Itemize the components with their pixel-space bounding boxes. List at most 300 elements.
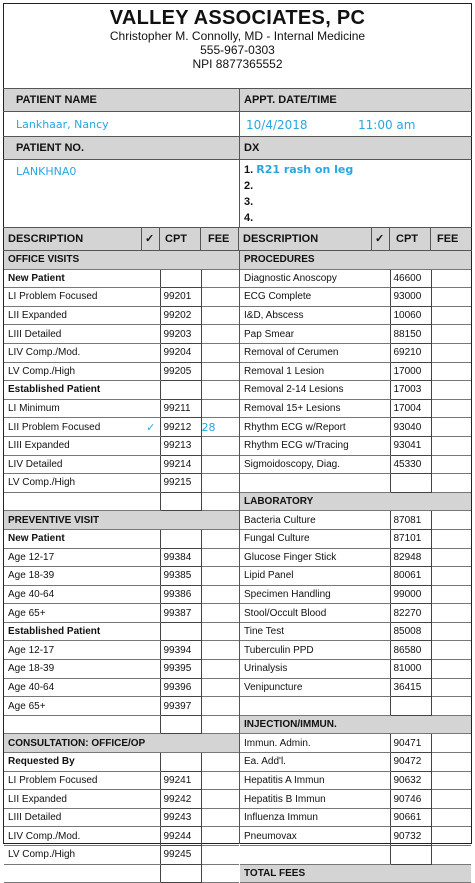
right-row[interactable] (240, 381, 471, 400)
cpt-code: 99203 (160, 325, 201, 344)
fee-cell[interactable] (431, 548, 471, 567)
left-row[interactable] (4, 585, 239, 604)
right-row[interactable] (240, 790, 471, 809)
check-cell[interactable] (372, 529, 390, 548)
left-row[interactable] (4, 343, 239, 362)
left-row[interactable] (4, 567, 239, 586)
service-description: Established Patient (4, 381, 142, 400)
cpt-code: 90661 (390, 808, 431, 827)
section-title: OFFICE VISITS (4, 251, 239, 269)
left-check-header: ✓ (145, 233, 155, 245)
service-description (4, 715, 142, 734)
fee-cell[interactable] (431, 325, 471, 344)
service-description: LV Comp./High (4, 846, 142, 865)
service-description: LIV Comp./Mod. (4, 343, 142, 362)
service-description: Pneumovax (240, 827, 372, 846)
right-row[interactable] (240, 641, 471, 660)
service-description: LIII Expanded (4, 436, 142, 455)
fee-cell[interactable] (201, 641, 239, 660)
check-cell[interactable] (372, 511, 390, 530)
check-cell[interactable] (372, 678, 390, 697)
check-cell[interactable] (372, 567, 390, 586)
left-row[interactable] (4, 697, 239, 716)
cpt-code: 86580 (390, 641, 431, 660)
fee-cell[interactable] (431, 436, 471, 455)
right-row[interactable] (240, 306, 471, 325)
service-description: LV Comp./High (4, 362, 142, 381)
cpt-code: 99397 (160, 697, 201, 716)
patient-name-value[interactable]: Lankhaar, Nancy (16, 118, 109, 131)
right-row[interactable] (240, 827, 471, 846)
cpt-code: 99202 (160, 306, 201, 325)
left-subheader (4, 269, 239, 288)
right-row[interactable] (240, 269, 471, 288)
service-description: Lipid Panel (240, 567, 372, 586)
left-row (4, 715, 239, 734)
fee-cell[interactable] (431, 381, 471, 400)
fee-cell[interactable] (201, 790, 239, 809)
cpt-code: 69210 (390, 343, 431, 362)
fee-cell[interactable] (431, 269, 471, 288)
service-description: Age 40-64 (4, 678, 142, 697)
check-cell[interactable] (142, 288, 160, 307)
fee-cell[interactable] (201, 678, 239, 697)
service-description: LI Problem Focused (4, 288, 142, 307)
section-title: INJECTION/IMMUN. (240, 715, 471, 734)
cpt-code: 99245 (160, 846, 201, 865)
service-description: Bacteria Culture (240, 511, 372, 530)
check-cell[interactable] (142, 362, 160, 381)
fee-cell[interactable] (201, 362, 239, 381)
service-description: Urinalysis (240, 660, 372, 679)
check-cell[interactable] (142, 548, 160, 567)
service-description: LIV Comp./Mod. (4, 827, 142, 846)
fee-cell[interactable] (431, 771, 471, 790)
fee-cell[interactable] (431, 641, 471, 660)
cpt-code: 99211 (160, 399, 201, 418)
service-description (4, 492, 142, 511)
cpt-code: 93041 (390, 436, 431, 455)
check-cell[interactable] (372, 585, 390, 604)
check-cell[interactable] (372, 734, 390, 753)
service-description: Immun. Admin. (240, 734, 372, 753)
fee-cell[interactable] (201, 343, 239, 362)
check-cell[interactable] (372, 436, 390, 455)
check-cell[interactable] (372, 343, 390, 362)
service-description: Age 18-39 (4, 660, 142, 679)
service-description: Fungal Culture (240, 529, 372, 548)
check-cell (142, 753, 160, 772)
left-subheader (4, 381, 239, 400)
right-row[interactable] (240, 325, 471, 344)
cpt-code: 99205 (160, 362, 201, 381)
check-cell (142, 529, 160, 548)
check-cell[interactable] (372, 362, 390, 381)
check-cell[interactable] (372, 790, 390, 809)
cpt-code (160, 492, 201, 511)
cpt-code: 99201 (160, 288, 201, 307)
service-description: Tuberculin PPD (240, 641, 372, 660)
right-row[interactable] (240, 660, 471, 679)
service-description (240, 474, 372, 493)
right-row[interactable] (240, 622, 471, 641)
cpt-code: 81000 (390, 660, 431, 679)
left-row[interactable] (4, 306, 239, 325)
fee-cell[interactable] (431, 418, 471, 437)
check-cell[interactable] (372, 660, 390, 679)
left-row[interactable] (4, 660, 239, 679)
cpt-code: 90746 (390, 790, 431, 809)
cpt-code (390, 846, 431, 865)
check-cell[interactable] (372, 827, 390, 846)
dx-label: DX (244, 142, 260, 154)
check-cell[interactable] (372, 455, 390, 474)
appt-label: APPT. DATE/TIME (244, 94, 337, 106)
practice-header (3, 7, 472, 71)
fee-cell[interactable] (201, 306, 239, 325)
practice-name: VALLEY ASSOCIATES, PC (109, 7, 366, 29)
left-row[interactable] (4, 678, 239, 697)
left-row[interactable] (4, 362, 239, 381)
left-row[interactable] (4, 771, 239, 790)
right-row[interactable] (240, 771, 471, 790)
practice-phone: 555-967-0303 (200, 43, 275, 57)
right-row[interactable] (240, 734, 471, 753)
fee-cell (201, 622, 239, 641)
cpt-code: 46600 (390, 269, 431, 288)
service-description: Age 40-64 (4, 585, 142, 604)
left-row[interactable] (4, 827, 239, 846)
right-row[interactable] (240, 455, 471, 474)
left-row[interactable] (4, 436, 239, 455)
patient-no-value[interactable]: LANKHNA0 (16, 165, 77, 178)
right-row[interactable] (240, 808, 471, 827)
appt-time-value[interactable]: 11:00 am (358, 118, 416, 132)
check-cell (142, 715, 160, 734)
cpt-code: 99212 (160, 418, 201, 437)
cpt-code: 87101 (390, 529, 431, 548)
fee-cell[interactable]: 28 (201, 418, 239, 437)
service-description: Age 18-39 (4, 567, 142, 586)
left-row[interactable] (4, 455, 239, 474)
right-row[interactable] (240, 585, 471, 604)
fee-cell[interactable] (431, 660, 471, 679)
service-description: Specimen Handling (240, 585, 372, 604)
cpt-code: 99242 (160, 790, 201, 809)
right-section-header (240, 864, 471, 883)
left-subheader (4, 529, 239, 548)
service-description: Influenza Immun (240, 808, 372, 827)
left-row[interactable] (4, 641, 239, 660)
service-description: Established Patient (4, 622, 142, 641)
fee-cell (201, 381, 239, 400)
fee-cell[interactable] (431, 343, 471, 362)
fee-cell[interactable] (431, 362, 471, 381)
service-description: New Patient (4, 529, 142, 548)
fee-cell[interactable] (431, 529, 471, 548)
check-cell (372, 697, 390, 716)
right-row[interactable] (240, 436, 471, 455)
check-cell[interactable] (372, 306, 390, 325)
check-cell (372, 846, 390, 865)
left-fee-header: FEE (208, 233, 230, 245)
right-row[interactable] (240, 511, 471, 530)
fee-cell (201, 492, 239, 511)
service-description: Age 65+ (4, 604, 142, 623)
fee-cell[interactable] (201, 585, 239, 604)
fee-cell (201, 269, 239, 288)
service-description: LI Problem Focused (4, 771, 142, 790)
check-cell[interactable] (372, 288, 390, 307)
service-description: Removal 2-14 Lesions (240, 381, 372, 400)
check-cell[interactable] (372, 753, 390, 772)
check-cell[interactable] (142, 585, 160, 604)
right-desc-header: DESCRIPTION (243, 233, 319, 245)
service-description: LII Problem Focused (4, 418, 142, 437)
check-cell[interactable] (372, 771, 390, 790)
fee-cell[interactable] (431, 734, 471, 753)
check-cell[interactable] (142, 567, 160, 586)
left-row[interactable] (4, 548, 239, 567)
dx-line-4[interactable]: 4. (244, 212, 254, 224)
left-row (4, 492, 239, 511)
section-title: PROCEDURES (240, 251, 471, 269)
dx-line-2[interactable]: 2. (244, 180, 254, 192)
fee-cell[interactable] (431, 753, 471, 772)
service-description: LI Minimum (4, 399, 142, 418)
section-title: CONSULTATION: OFFICE/OP (4, 734, 239, 753)
fee-cell[interactable] (431, 678, 471, 697)
check-cell[interactable] (142, 771, 160, 790)
cpt-code: 80061 (390, 567, 431, 586)
check-cell[interactable] (142, 604, 160, 623)
fee-cell[interactable] (201, 771, 239, 790)
service-description: I&D, Abscess (240, 306, 372, 325)
check-cell[interactable] (142, 306, 160, 325)
fee-cell (431, 846, 471, 865)
fee-cell[interactable] (431, 306, 471, 325)
check-cell[interactable] (372, 641, 390, 660)
right-cpt-header: CPT (396, 233, 418, 245)
service-description: Rhythm ECG w/Report (240, 418, 372, 437)
service-description (240, 846, 372, 865)
service-description: Sigmoidoscopy, Diag. (240, 455, 372, 474)
cpt-code (390, 474, 431, 493)
check-cell (142, 492, 160, 511)
service-description: Ea. Add'l. (240, 753, 372, 772)
check-cell[interactable] (142, 790, 160, 809)
right-row (240, 474, 471, 493)
check-cell[interactable] (372, 399, 390, 418)
service-description: Age 65+ (4, 697, 142, 716)
right-row[interactable] (240, 418, 471, 437)
cpt-code: 10060 (390, 306, 431, 325)
left-cpt-header: CPT (165, 233, 187, 245)
check-cell[interactable] (372, 418, 390, 437)
fee-cell[interactable] (201, 436, 239, 455)
check-cell[interactable] (372, 808, 390, 827)
patient-name-label: PATIENT NAME (16, 94, 97, 106)
fee-cell[interactable] (201, 604, 239, 623)
service-description: LIII Detailed (4, 325, 142, 344)
service-description: Glucose Finger Stick (240, 548, 372, 567)
fee-cell[interactable] (431, 399, 471, 418)
right-row[interactable] (240, 399, 471, 418)
fee-cell[interactable] (431, 790, 471, 809)
left-row[interactable] (4, 474, 239, 493)
left-section-header (4, 511, 239, 530)
fee-cell[interactable] (431, 567, 471, 586)
cpt-code: 82270 (390, 604, 431, 623)
right-row[interactable] (240, 362, 471, 381)
check-cell[interactable] (142, 436, 160, 455)
left-row[interactable] (4, 288, 239, 307)
fee-cell[interactable] (431, 455, 471, 474)
check-cell[interactable] (142, 660, 160, 679)
service-description: Tine Test (240, 622, 372, 641)
left-row[interactable] (4, 808, 239, 827)
left-service-table (4, 251, 239, 883)
check-cell[interactable] (142, 808, 160, 827)
fee-cell (201, 529, 239, 548)
check-cell[interactable] (142, 343, 160, 362)
fee-cell[interactable] (201, 697, 239, 716)
fee-cell[interactable] (431, 622, 471, 641)
service-description: Age 12-17 (4, 641, 142, 660)
cpt-code: 99244 (160, 827, 201, 846)
service-description: LIV Detailed (4, 455, 142, 474)
right-row[interactable] (240, 753, 471, 772)
service-description: LII Expanded (4, 306, 142, 325)
cpt-code: 99214 (160, 455, 201, 474)
service-description: Removal of Cerumen (240, 343, 372, 362)
cpt-code: 17000 (390, 362, 431, 381)
left-row[interactable] (4, 846, 239, 865)
fee-cell[interactable] (201, 288, 239, 307)
right-row[interactable] (240, 567, 471, 586)
check-cell[interactable] (372, 548, 390, 567)
fee-cell[interactable] (201, 548, 239, 567)
fee-cell[interactable] (201, 399, 239, 418)
right-service-table (240, 251, 471, 883)
left-row[interactable] (4, 790, 239, 809)
cpt-code (160, 269, 201, 288)
cpt-code: 17004 (390, 399, 431, 418)
dx-line-1[interactable]: 1. R21 rash on leg (244, 163, 354, 176)
cpt-code: 36415 (390, 678, 431, 697)
fee-cell[interactable] (201, 808, 239, 827)
cpt-code: 90472 (390, 753, 431, 772)
check-cell[interactable]: ✓ (142, 418, 160, 437)
check-cell[interactable] (142, 399, 160, 418)
check-cell[interactable] (142, 827, 160, 846)
fee-cell[interactable] (431, 827, 471, 846)
left-desc-header: DESCRIPTION (8, 233, 84, 245)
right-row[interactable] (240, 343, 471, 362)
section-title: LABORATORY (240, 492, 471, 511)
check-cell[interactable] (372, 269, 390, 288)
right-row[interactable] (240, 529, 471, 548)
left-row[interactable] (4, 418, 239, 437)
left-section-header (4, 251, 239, 269)
check-cell[interactable] (142, 641, 160, 660)
right-row[interactable] (240, 548, 471, 567)
cpt-code: 90471 (390, 734, 431, 753)
check-cell[interactable] (372, 381, 390, 400)
dx-line-3[interactable]: 3. (244, 196, 254, 208)
fee-cell[interactable] (201, 846, 239, 865)
left-subheader (4, 753, 239, 772)
cpt-code: 99386 (160, 585, 201, 604)
cpt-code: 99204 (160, 343, 201, 362)
service-description: LV Comp./High (4, 474, 142, 493)
fee-cell[interactable] (431, 604, 471, 623)
fee-cell (201, 753, 239, 772)
fee-cell[interactable] (201, 660, 239, 679)
right-row[interactable] (240, 604, 471, 623)
cpt-code: 99394 (160, 641, 201, 660)
service-description: Hepatitis B Immun (240, 790, 372, 809)
check-cell[interactable] (142, 697, 160, 716)
service-description: Removal 1 Lesion (240, 362, 372, 381)
check-cell[interactable] (142, 846, 160, 865)
fee-cell[interactable] (201, 474, 239, 493)
check-cell (372, 474, 390, 493)
left-row[interactable] (4, 399, 239, 418)
fee-cell[interactable] (201, 567, 239, 586)
appt-date-value[interactable]: 10/4/2018 (246, 118, 308, 132)
check-cell[interactable] (372, 604, 390, 623)
fee-cell (431, 697, 471, 716)
fee-cell[interactable] (431, 585, 471, 604)
cpt-code: 90732 (390, 827, 431, 846)
left-subheader (4, 622, 239, 641)
cpt-code: 93040 (390, 418, 431, 437)
fee-cell[interactable] (201, 325, 239, 344)
cpt-code (160, 529, 201, 548)
cpt-code: 99385 (160, 567, 201, 586)
check-cell[interactable] (142, 678, 160, 697)
left-section-header (4, 734, 239, 753)
check-cell[interactable] (142, 474, 160, 493)
check-cell[interactable] (372, 622, 390, 641)
right-section-header (240, 251, 471, 269)
check-cell[interactable] (142, 455, 160, 474)
fee-cell[interactable] (431, 288, 471, 307)
fee-cell[interactable] (201, 455, 239, 474)
right-row[interactable] (240, 678, 471, 697)
fee-cell[interactable] (431, 511, 471, 530)
check-cell (142, 269, 160, 288)
fee-cell[interactable] (431, 808, 471, 827)
cpt-code: 88150 (390, 325, 431, 344)
check-cell[interactable] (372, 325, 390, 344)
right-row[interactable] (240, 288, 471, 307)
right-section-header (240, 492, 471, 511)
right-row (240, 697, 471, 716)
service-description: New Patient (4, 269, 142, 288)
cpt-code: 99213 (160, 436, 201, 455)
left-row[interactable] (4, 604, 239, 623)
fee-cell[interactable] (201, 827, 239, 846)
left-row[interactable] (4, 325, 239, 344)
cpt-code: 90632 (390, 771, 431, 790)
cpt-code: 45330 (390, 455, 431, 474)
doctor-name: Christopher M. Connolly, MD - Internal Medicine (109, 29, 366, 43)
check-cell[interactable] (142, 325, 160, 344)
section-title: TOTAL FEES (240, 864, 471, 883)
left-row (4, 864, 239, 883)
